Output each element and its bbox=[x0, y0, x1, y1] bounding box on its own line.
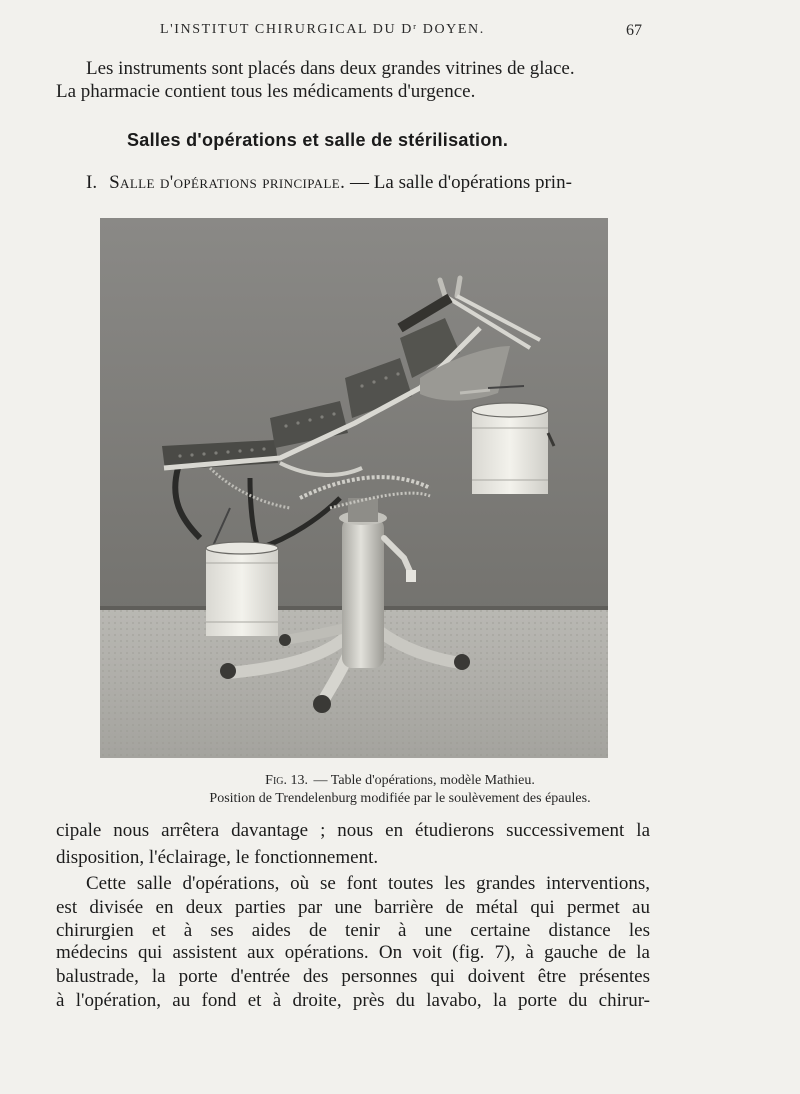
body-line: médecins qui assistent aux opérations. On voit (fig. 7), à gauche de la bbox=[56, 942, 650, 963]
subsection-line bbox=[86, 172, 572, 194]
body-line: Cette salle d'opérations, où se font toutes les grandes interventions, bbox=[86, 873, 650, 894]
intro-line-1: Les instruments sont placés dans deux grandes vitrines de glace. bbox=[86, 58, 575, 79]
page-number: 67 bbox=[626, 22, 642, 39]
body-line: balustrade, la porte d'entrée des personnes qui doivent être présentes bbox=[56, 966, 650, 987]
running-head: L'INSTITUT CHIRURGICAL DU Dʳ DOYEN. bbox=[160, 22, 485, 37]
body-line: chirurgien et à ses aides de tenir à une certaine distance les bbox=[56, 920, 650, 941]
figure-title: — Table d'opérations, modèle Mathieu. bbox=[310, 773, 535, 788]
body-line: est divisée en deux parties par une barrière de métal qui permet au bbox=[56, 897, 650, 918]
body-line: cipale nous arrêtera davantage ; nous en étudierons successivement la bbox=[56, 820, 650, 841]
subsection-lead: — La salle d'opérations prin- bbox=[345, 172, 572, 193]
body-line: disposition, l'éclairage, le fonctionnement. bbox=[56, 847, 379, 868]
figure-label: Fig. 13. bbox=[265, 773, 308, 788]
figure-caption-line-1 bbox=[0, 773, 800, 789]
subsection-title: Salle d'opérations principale. bbox=[109, 172, 346, 193]
intro-line-2: La pharmacie contient tous les médicaments d'urgence. bbox=[56, 81, 476, 102]
body-line: à l'opération, au fond et à droite, près du lavabo, la porte du chirur- bbox=[56, 990, 650, 1011]
section-heading: Salles d'opérations et salle de stérilisation. bbox=[127, 130, 509, 150]
figure-caption-line-2: Position de Trendelenburg modifiée par le soulèvement des épaules. bbox=[209, 791, 591, 806]
subsection-number: I. bbox=[86, 172, 98, 193]
figure-photograph-operating-table bbox=[100, 218, 608, 758]
